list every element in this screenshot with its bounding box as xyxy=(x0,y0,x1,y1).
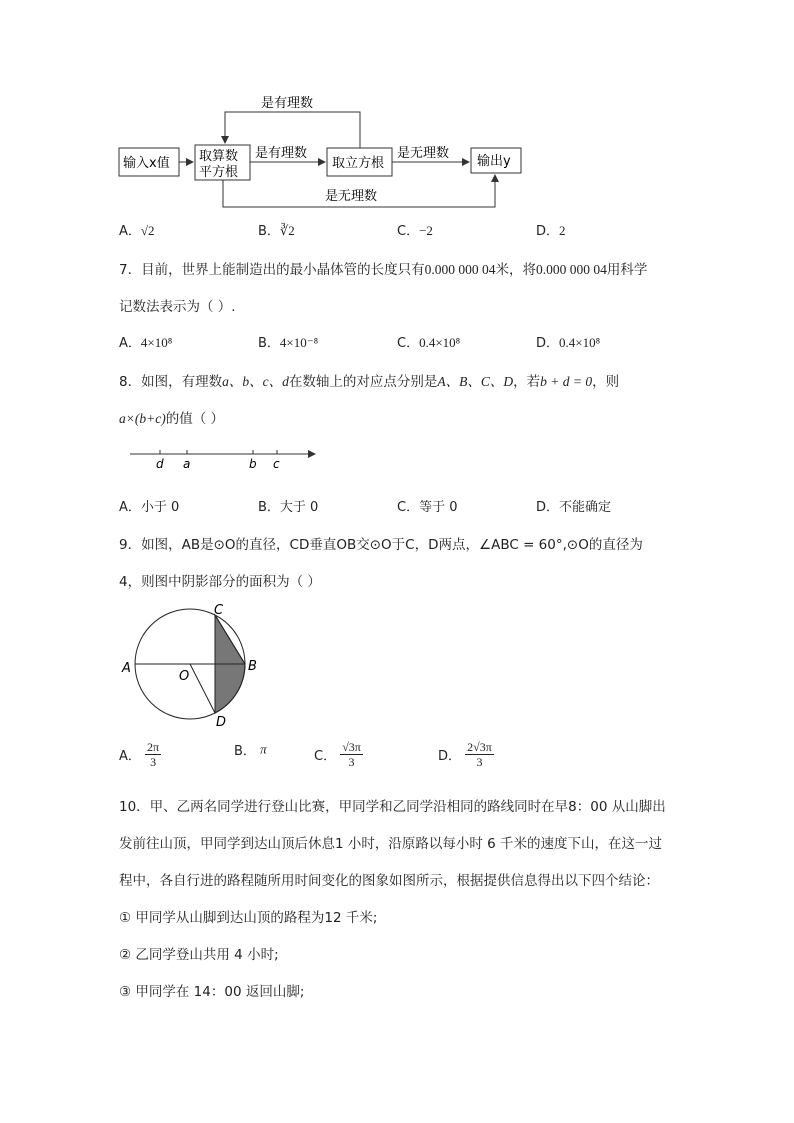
q10-line3: 程中，各自行进的路程随所用时间变化的图象如图所示，根据提供信息得出以下四个结论： xyxy=(119,873,659,889)
edge-bottom-label: 是无理数 xyxy=(325,189,378,204)
loop-arrow xyxy=(225,112,360,148)
label-a: A xyxy=(122,661,131,676)
flowchart xyxy=(115,90,535,215)
label-o: O xyxy=(179,669,190,684)
q7-option-a: A．4×10⁸ xyxy=(119,335,173,351)
q6-option-c: C．−2 xyxy=(397,223,433,239)
output-label: 输出y xyxy=(477,154,511,169)
cbrt-label: 取立方根 xyxy=(332,156,385,171)
q6-option-a: A．√2 xyxy=(119,223,155,239)
q8-option-d: D．不能确定 xyxy=(536,500,612,515)
edge-right-label: 是无理数 xyxy=(397,146,450,161)
label-c: C xyxy=(214,603,224,618)
label-b: b xyxy=(249,457,257,471)
q10-line1: 10．甲、乙两名同学进行登山比赛，甲同学和乙同学沿相同的路线同时在早8：00 从山脚出 xyxy=(119,799,666,815)
q9-option-d: D． $\frac{2√3\pi}{3}$ xyxy=(438,740,492,769)
sqrt-label-2: 平方根 xyxy=(199,165,239,180)
circle-figure xyxy=(118,602,268,730)
q8-line1: 8．如图，有理数a、b、c、d在数轴上的对应点分别是A、B、C、D，若b + d = 0，则 xyxy=(119,374,620,390)
q9-option-b: B． π xyxy=(234,741,267,759)
q7-line2: 记数法表示为（ ）. xyxy=(119,299,236,315)
label-b: B xyxy=(248,659,257,674)
number-line xyxy=(125,443,325,473)
input-label: 输入x值 xyxy=(123,156,170,171)
label-d: D xyxy=(216,715,227,730)
q7-option-b: B．4×10⁻⁸ xyxy=(258,335,319,351)
q7-option-c: C．0.4×10⁸ xyxy=(397,335,461,351)
radius-od xyxy=(190,664,215,713)
q9-line2: 4，则图中阴影部分的面积为（ ） xyxy=(119,574,321,590)
q9-option-c: C． $\frac{√3\pi}{3}$ xyxy=(314,740,361,769)
q7-line1: 7．目前，世界上能制造出的最小晶体管的长度只有0.000 000 04米，将0.000 000 04用科学 xyxy=(119,262,648,278)
q9-option-a: A． $\frac{2\pi}{3}$ xyxy=(119,740,160,769)
q10-conclusion-2: ② 乙同学登山共用 4 小时; xyxy=(119,947,279,963)
label-d: d xyxy=(156,457,164,471)
q8-option-c: C．等于 0 xyxy=(397,500,458,515)
q8-line2: a×(b+c)的值（ ） xyxy=(119,411,224,427)
label-c: c xyxy=(273,457,280,471)
q7-option-d: D．0.4×10⁸ xyxy=(536,335,601,351)
q10-conclusion-3: ③ 甲同学在 14：00 返回山脚; xyxy=(119,984,305,1000)
q8-option-b: B．大于 0 xyxy=(258,500,319,515)
q8-option-a: A．小于 0 xyxy=(119,500,180,515)
edge-top-label: 是有理数 xyxy=(261,96,314,111)
sqrt-label-1: 取算数 xyxy=(199,149,239,164)
edge-mid-label: 是有理数 xyxy=(255,146,308,161)
q6-option-b: B．∛2 xyxy=(258,223,295,239)
q10-line2: 发前往山顶，甲同学到达山顶后休息1 小时，沿原路以每小时 6 千米的速度下山，在这一过 xyxy=(119,836,663,852)
q6-option-d: D．2 xyxy=(536,223,566,239)
label-a: a xyxy=(183,457,191,471)
q9-line1: 9．如图，AB是⊙O的直径，CD垂直OB交⊙O于C，D两点，∠ABC = 60°,⊙O的直径为 xyxy=(119,537,643,553)
q10-conclusion-1: ① 甲同学从山脚到达山顶的路程为12 千米; xyxy=(119,910,378,926)
